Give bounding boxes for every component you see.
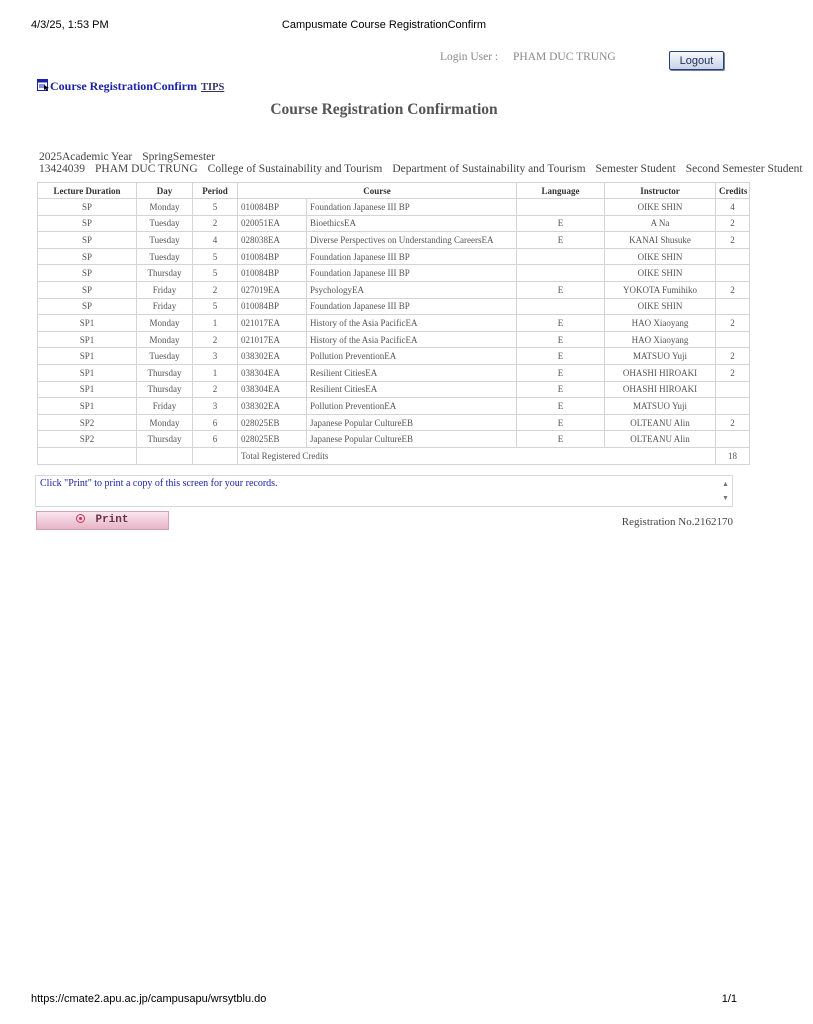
print-button[interactable] xyxy=(36,511,169,530)
cell-duration: SP1 xyxy=(38,331,137,348)
header-day: Day xyxy=(137,183,193,199)
cell-course-code: 028025EB xyxy=(238,414,307,431)
semester: SpringSemester xyxy=(142,151,216,163)
department: Department of Sustainability and Tourism xyxy=(392,163,586,175)
cell-course-code: 028025EB xyxy=(238,431,307,448)
header-period: Period xyxy=(193,183,238,199)
cell-duration: SP2 xyxy=(38,431,137,448)
cell-course-name: History of the Asia PacificEA xyxy=(307,331,517,348)
cell-instructor: KANAI Shusuke xyxy=(605,232,716,249)
cell-course-name: Resilient CitiesEA xyxy=(307,381,517,398)
print-page-count: 1/1 xyxy=(721,993,737,1005)
cell-period: 5 xyxy=(193,298,238,315)
cell-language xyxy=(517,199,605,216)
table-row xyxy=(38,215,750,232)
cell-course-code: 010084BP xyxy=(238,298,307,315)
table-row xyxy=(38,431,750,448)
cell-course-name: Diverse Perspectives on Understanding CareersEA xyxy=(307,232,517,249)
cell-duration: SP2 xyxy=(38,414,137,431)
table-row xyxy=(38,248,750,265)
cell-period: 4 xyxy=(193,232,238,249)
cell-course-name: Foundation Japanese III BP xyxy=(307,248,517,265)
cell-instructor: YOKOTA Fumihiko xyxy=(605,281,716,298)
cell-course-code: 020051EA xyxy=(238,215,307,232)
notice-scrollbar[interactable] xyxy=(720,477,731,505)
cell-day: Friday xyxy=(137,398,193,415)
total-empty-cell xyxy=(137,447,193,464)
print-notice-text: Click "Print" to print a copy of this screen for your records. xyxy=(40,478,278,489)
cell-course-name: History of the Asia PacificEA xyxy=(307,315,517,332)
cell-course-code: 021017EA xyxy=(238,315,307,332)
cell-day: Friday xyxy=(137,281,193,298)
tips-link[interactable]: TIPS xyxy=(200,82,225,93)
course-table xyxy=(37,182,750,465)
cell-day: Monday xyxy=(137,414,193,431)
cell-instructor: OLTEANU Alin xyxy=(605,431,716,448)
header-course: Course xyxy=(238,183,517,199)
table-row xyxy=(38,199,750,216)
cell-language: E xyxy=(517,398,605,415)
cell-course-code: 038302EA xyxy=(238,348,307,365)
cell-period: 2 xyxy=(193,281,238,298)
cell-language xyxy=(517,265,605,282)
cell-instructor: OIKE SHIN xyxy=(605,199,716,216)
cell-course-code: 038304EA xyxy=(238,364,307,381)
cell-course-name: PsychologyEA xyxy=(307,281,517,298)
cell-credits xyxy=(716,265,750,282)
cell-day: Monday xyxy=(137,315,193,332)
cell-language: E xyxy=(517,414,605,431)
cell-credits: 4 xyxy=(716,199,750,216)
cell-period: 2 xyxy=(193,331,238,348)
cell-language: E xyxy=(517,232,605,249)
cell-day: Friday xyxy=(137,298,193,315)
cell-instructor: OIKE SHIN xyxy=(605,248,716,265)
table-row xyxy=(38,232,750,249)
login-user-label: Login User : xyxy=(440,51,499,63)
cell-instructor: MATSUO Yuji xyxy=(605,348,716,365)
print-notice-box xyxy=(35,475,733,507)
total-credits-label xyxy=(238,447,716,464)
cell-instructor: OHASHI HIROAKI xyxy=(605,381,716,398)
table-row xyxy=(38,298,750,315)
cell-credits: 2 xyxy=(716,281,750,298)
cell-period: 1 xyxy=(193,315,238,332)
cell-day: Tuesday xyxy=(137,348,193,365)
academic-year: 2025Academic Year xyxy=(39,151,133,163)
cell-instructor: OHASHI HIROAKI xyxy=(605,364,716,381)
cell-duration: SP1 xyxy=(38,364,137,381)
cell-day: Thursday xyxy=(137,431,193,448)
cell-language: E xyxy=(517,315,605,332)
login-info xyxy=(440,51,616,63)
cell-duration: SP1 xyxy=(38,381,137,398)
cell-instructor: MATSUO Yuji xyxy=(605,398,716,415)
cell-period: 2 xyxy=(193,381,238,398)
total-credits-value: 18 xyxy=(716,447,750,464)
academic-period xyxy=(39,151,225,163)
cell-instructor: HAO Xiaoyang xyxy=(605,331,716,348)
cell-credits xyxy=(716,431,750,448)
cell-course-code: 038304EA xyxy=(238,381,307,398)
print-document-title: Campusmate Course RegistrationConfirm xyxy=(281,19,487,31)
cell-period: 6 xyxy=(193,414,238,431)
cell-language xyxy=(517,298,605,315)
cell-credits xyxy=(716,381,750,398)
cell-period: 5 xyxy=(193,199,238,216)
cell-course-name: Resilient CitiesEA xyxy=(307,364,517,381)
cell-credits xyxy=(716,298,750,315)
logout-button[interactable]: Logout xyxy=(669,51,724,70)
cell-period: 5 xyxy=(193,265,238,282)
cell-course-name: Pollution PreventionEA xyxy=(307,348,517,365)
login-user-name: PHAM DUC TRUNG xyxy=(513,51,616,63)
cell-day: Monday xyxy=(137,331,193,348)
cell-credits xyxy=(716,248,750,265)
table-header-row xyxy=(38,183,750,199)
cell-credits: 2 xyxy=(716,414,750,431)
cell-duration: SP xyxy=(38,232,137,249)
cell-day: Monday xyxy=(137,199,193,216)
total-empty-cell xyxy=(38,447,137,464)
cell-period: 2 xyxy=(193,215,238,232)
cell-period: 1 xyxy=(193,364,238,381)
cell-duration: SP xyxy=(38,199,137,216)
table-row xyxy=(38,398,750,415)
cell-credits: 2 xyxy=(716,364,750,381)
cell-duration: SP xyxy=(38,248,137,265)
cell-course-name: Japanese Popular CultureEB xyxy=(307,414,517,431)
course-table-container xyxy=(37,182,748,465)
cell-duration: SP1 xyxy=(38,315,137,332)
cell-course-code: 010084BP xyxy=(238,248,307,265)
cell-course-name: Foundation Japanese III BP xyxy=(307,298,517,315)
cell-language: E xyxy=(517,364,605,381)
page-title: Course Registration Confirmation xyxy=(270,101,498,118)
cell-language xyxy=(517,248,605,265)
cell-instructor: OIKE SHIN xyxy=(605,265,716,282)
cell-instructor: OIKE SHIN xyxy=(605,298,716,315)
scroll-down-icon[interactable]: ▼ xyxy=(722,494,729,502)
total-empty-cell xyxy=(193,447,238,464)
table-row xyxy=(38,265,750,282)
student-semester: Second Semester Student xyxy=(685,163,803,175)
cell-credits: 2 xyxy=(716,215,750,232)
cell-credits: 2 xyxy=(716,348,750,365)
cell-course-code: 038302EA xyxy=(238,398,307,415)
cell-language: E xyxy=(517,215,605,232)
cell-course-name: BioethicsEA xyxy=(307,215,517,232)
scroll-up-icon[interactable]: ▲ xyxy=(722,480,729,488)
cell-credits: 2 xyxy=(716,315,750,332)
table-row xyxy=(38,364,750,381)
cell-language: E xyxy=(517,331,605,348)
table-row xyxy=(38,414,750,431)
cell-duration: SP xyxy=(38,281,137,298)
semester-student: Semester Student xyxy=(595,163,676,175)
cell-duration: SP xyxy=(38,298,137,315)
header-language: Language xyxy=(517,183,605,199)
cell-language: E xyxy=(517,348,605,365)
cell-duration: SP xyxy=(38,265,137,282)
cell-course-code: 021017EA xyxy=(238,331,307,348)
registration-form-icon xyxy=(37,79,49,91)
cell-language: E xyxy=(517,381,605,398)
cell-period: 3 xyxy=(193,348,238,365)
total-credits-label-text: Total Registered Credits xyxy=(241,450,329,461)
cell-course-code: 027019EA xyxy=(238,281,307,298)
cell-language: E xyxy=(517,431,605,448)
cell-instructor: A Na xyxy=(605,215,716,232)
student-details xyxy=(39,163,813,175)
cell-day: Tuesday xyxy=(137,248,193,265)
table-row xyxy=(38,348,750,365)
table-row xyxy=(38,331,750,348)
page-heading-link[interactable] xyxy=(37,79,224,94)
cell-duration: SP1 xyxy=(38,348,137,365)
cell-duration: SP1 xyxy=(38,398,137,415)
cell-day: Thursday xyxy=(137,265,193,282)
cell-period: 6 xyxy=(193,431,238,448)
header-instructor: Instructor xyxy=(605,183,716,199)
table-row xyxy=(38,315,750,332)
cell-course-name: Foundation Japanese III BP xyxy=(307,199,517,216)
cell-day: Thursday xyxy=(137,364,193,381)
page-heading-label: Course RegistrationConfirm xyxy=(50,79,197,93)
cell-language: E xyxy=(517,281,605,298)
cell-credits xyxy=(716,331,750,348)
cell-instructor: HAO Xiaoyang xyxy=(605,315,716,332)
cell-credits: 2 xyxy=(716,232,750,249)
cell-course-name: Japanese Popular CultureEB xyxy=(307,431,517,448)
print-datetime: 4/3/25, 1:53 PM xyxy=(31,19,109,31)
print-button-label: Print xyxy=(95,514,129,526)
cell-credits xyxy=(716,398,750,415)
cell-course-code: 010084BP xyxy=(238,265,307,282)
registration-number: Registration No.2162170 xyxy=(621,516,733,528)
cell-duration: SP xyxy=(38,215,137,232)
radio-dot-icon xyxy=(76,514,85,523)
cell-day: Thursday xyxy=(137,381,193,398)
cell-course-code: 028038EA xyxy=(238,232,307,249)
table-row xyxy=(38,281,750,298)
table-row xyxy=(38,381,750,398)
cell-day: Tuesday xyxy=(137,215,193,232)
student-name: PHAM DUC TRUNG xyxy=(95,163,198,175)
cell-course-name: Foundation Japanese III BP xyxy=(307,265,517,282)
cell-course-name: Pollution PreventionEA xyxy=(307,398,517,415)
cell-day: Tuesday xyxy=(137,232,193,249)
header-credits: Credits xyxy=(716,183,750,199)
cell-period: 3 xyxy=(193,398,238,415)
print-url: https://cmate2.apu.ac.jp/campusapu/wrsytblu.do xyxy=(31,993,267,1005)
cell-period: 5 xyxy=(193,248,238,265)
student-id: 13424039 xyxy=(39,163,85,175)
college: College of Sustainability and Tourism xyxy=(207,163,383,175)
cell-course-code: 010084BP xyxy=(238,199,307,216)
total-row xyxy=(38,447,750,464)
header-lecture-duration: Lecture Duration xyxy=(38,183,137,199)
cell-instructor: OLTEANU Alin xyxy=(605,414,716,431)
